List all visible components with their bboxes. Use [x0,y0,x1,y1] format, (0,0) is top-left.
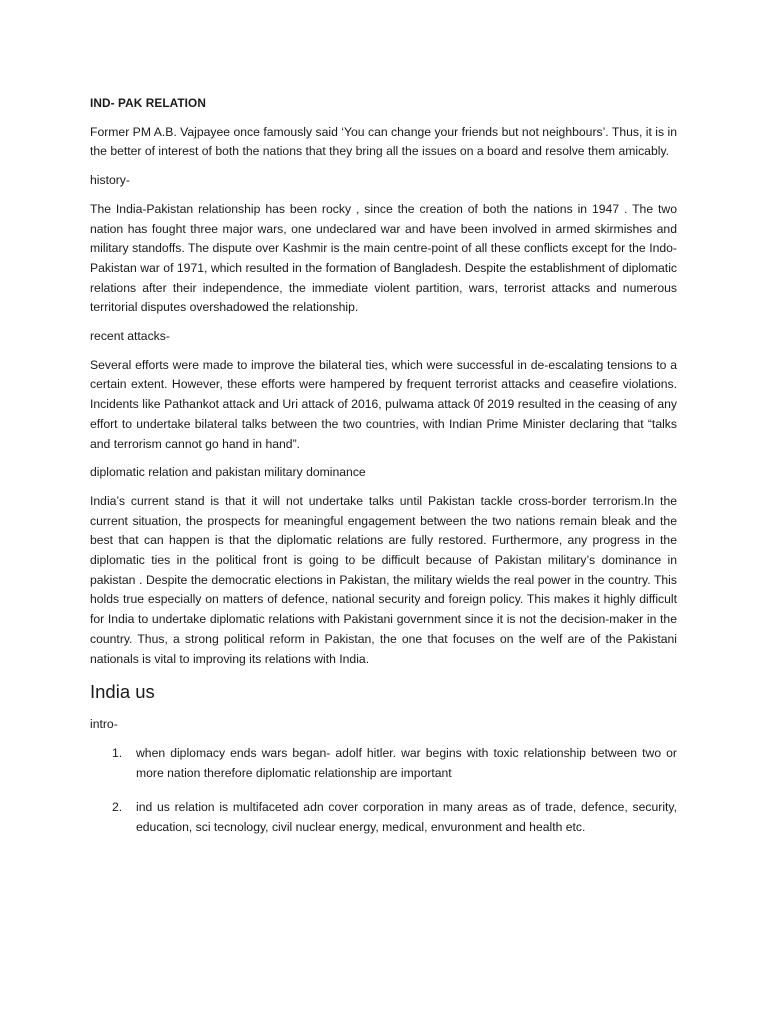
list-item-text: when diplomacy ends wars began- adolf hitler. war begins with toxic relationship between two or more nation therefore diplomatic relationship are important [136,745,677,780]
section-heading-india-us: India us [90,681,155,703]
list-item [90,798,677,837]
list-item-number: 2. [112,800,123,815]
history-label: history- [90,173,130,188]
document-page [90,94,677,853]
recent-attacks-label: recent attacks- [90,329,170,344]
numbered-list [90,744,677,838]
recent-attacks-paragraph: Several efforts were made to improve the bilateral ties, which were successful in de-escalating tensions to a certain extent. However, these efforts were hampered by frequent terrorist attacks and ceasefire violations. Incidents like Pathankot attack and Uri attack of 2016, pulwama attack 0f 2019 resulted in the ceasing of any effort to undertake bilateral talks between the two countries, with Indian Prime Minister declaring that “talks and terrorism cannot go hand in hand”. [90,357,677,451]
diplomatic-relation-paragraph: India’s current stand is that it will not undertake talks until Pakistan tackle cross-border terrorism.In the current situation, the prospects for meaningful engagement between the two nations remain bleak and the best that can happen is that the diplomatic relations are fully restored. Furthermore, any progress in the diplomatic ties in the political front is going to be difficult because of Pakistan military’s dominance in pakistan . Despite the democratic elections in Pakistan, the military wields the real power in the country. This holds true especially on matters of defence, national security and foreign policy. This makes it highly difficult for India to undertake diplomatic relations with Pakistani government since it is not the decision-maker in the country. Thus, a strong political reform in Pakistan, the one that focuses on the welf are of the Pakistani nationals is vital to improving its relations with India. [90,493,677,666]
diplomatic-relation-label: diplomatic relation and pakistan military dominance [90,465,366,480]
list-item-number: 1. [112,745,123,760]
document-heading: IND- PAK RELATION [90,96,206,110]
list-item [90,744,677,783]
list-item-text: ind us relation is multifaceted adn cover corporation in many areas as of trade, defence, security, education, sci tecnology, civil nuclear energy, medical, envuronment and health etc. [136,800,677,835]
intro-label: intro- [90,717,118,732]
history-paragraph: The India-Pakistan relationship has been rocky , since the creation of both the nations in 1947 . The two nation has fought three major wars, one undeclared war and have been involved in armed skirmishes and military standoffs. The dispute over Kashmir is the main centre-point of all these conflicts except for the Indo-Pakistan war of 1971, which resulted in the formation of Bangladesh. Despite the establishment of diplomatic relations after their independence, the immediate violent partition, wars, terrorist attacks and numerous territorial disputes overshadowed the relationship. [90,201,677,315]
intro-paragraph: Former PM A.B. Vajpayee once famously said ‘You can change your friends but not neighbours’. Thus, it is in the better of interest of both the nations that they bring all the issues on a board and resolve them amicably. [90,124,677,159]
